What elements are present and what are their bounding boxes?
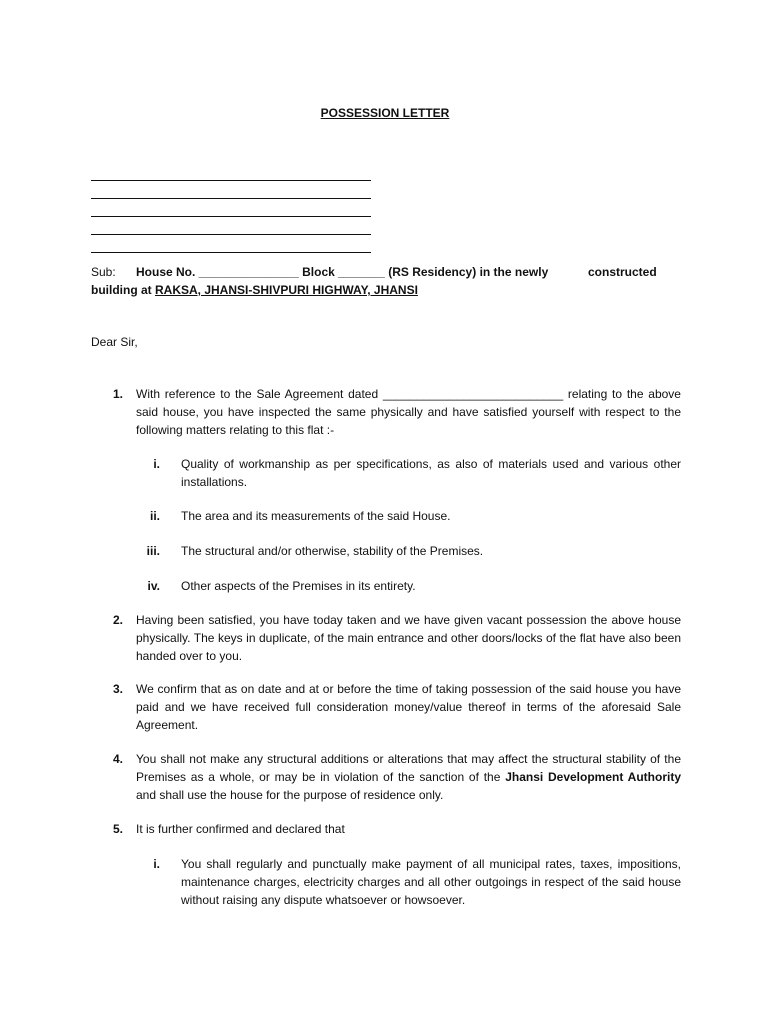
item-number: 5.: [112, 822, 123, 836]
address-line: [91, 165, 371, 181]
sub-item-text: Other aspects of the Premises in its entirety.: [181, 579, 416, 593]
address-line: [91, 201, 371, 217]
item-text: [136, 750, 681, 804]
item-number: 2.: [112, 613, 123, 627]
sub-item-number: iii.: [146, 544, 160, 558]
item-text-after: and shall use the house for the purpose of residence only.: [136, 788, 444, 802]
item-number: 1.: [112, 387, 123, 401]
item-text: It is further confirmed and declared that: [136, 822, 345, 836]
subject-label: Sub:: [91, 265, 116, 279]
page-title: POSSESSION LETTER: [320, 106, 450, 120]
sub-item-number: i.: [153, 457, 160, 471]
subject-block: [91, 263, 671, 299]
sub-item-text: Quality of workmanship as per specifications, as also of materials used and various other installations.: [181, 457, 681, 489]
item-text: Having been satisfied, you have today taken and we have given vacant possession the above house physically. The keys in duplicate, of the main entrance and other doors/locks of the flat have also been handed over to you.: [136, 613, 681, 663]
address-line: [91, 219, 371, 235]
subject-building-at: building at: [91, 283, 152, 297]
sub-item-text: The area and its measurements of the said House.: [181, 509, 451, 523]
sub-item-text: You shall regularly and punctually make payment of all municipal rates, taxes, impositions, maintenance charges, electricity charges and all other outgoings in respect of the said house without raising any dispute whatsoever or howsoever.: [181, 857, 681, 907]
item-text: [136, 385, 681, 439]
item-text-after: relating to the above said house, you have inspected the same physically and have satisfied yourself with respect to the following matters relating to this flat :-: [136, 387, 681, 437]
item-number: 4.: [112, 752, 123, 766]
subject-constructed: constructed: [588, 265, 657, 279]
subject-house-no: House No. _______________: [136, 265, 299, 279]
item-text: We confirm that as on date and at or before the time of taking possession of the said house you have paid and we have received full consideration money/value thereof in terms of the aforesaid Sale Agreement.: [136, 682, 681, 732]
item-text-before: With reference to the Sale Agreement dated: [136, 387, 379, 401]
list-item: [91, 385, 681, 439]
subject-residency: (RS Residency) in the newly: [388, 265, 549, 279]
authority-name: Jhansi Development Authority: [505, 770, 682, 784]
item-number: 3.: [112, 682, 123, 696]
item-text-before: You shall not make any structural additions or alterations that may affect the structural stability of the Premises as a whole, or may be in violation of the sanction of the: [136, 752, 681, 784]
address-line: [91, 183, 371, 199]
sub-item-number: ii.: [149, 509, 160, 523]
sub-item-number: iv.: [147, 579, 160, 593]
sub-item-number: i.: [153, 857, 160, 871]
subject-location: RAKSA, JHANSI-SHIVPURI HIGHWAY, JHANSI: [155, 283, 418, 297]
address-block: [91, 165, 371, 255]
address-line: [91, 237, 371, 253]
date-blank: ___________________________: [382, 387, 564, 401]
salutation: Dear Sir,: [91, 335, 138, 349]
subject-block-no: Block _______: [302, 265, 385, 279]
sub-item-text: The structural and/or otherwise, stability of the Premises.: [181, 544, 484, 558]
